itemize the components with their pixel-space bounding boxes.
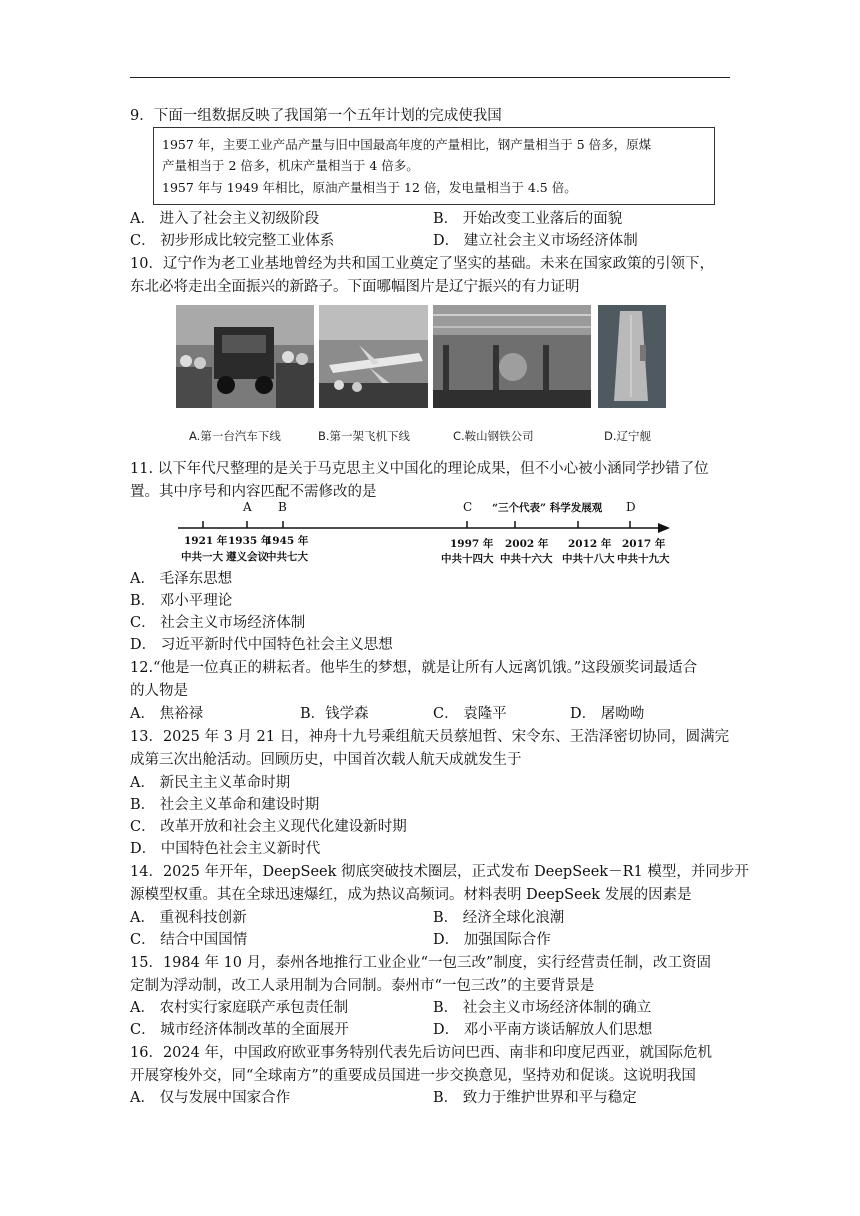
q13-option-b[interactable]: B． 社会主义革命和建设时期 xyxy=(130,797,320,813)
q9-option-d[interactable]: D． 建立社会主义市场经济体制 xyxy=(433,233,638,249)
q12-option-d[interactable]: D． 屠呦呦 xyxy=(570,706,645,722)
timeline-label-theories: “三个代表” 科学发展观 xyxy=(492,502,603,514)
q11-option-c[interactable]: C． 社会主义市场经济体制 xyxy=(130,615,306,631)
q14-option-a[interactable]: A． 重视科技创新 xyxy=(130,910,247,926)
caption-b: B.第一架飞机下线 xyxy=(318,429,411,443)
q13-option-d[interactable]: D． 中国特色社会主义新时代 xyxy=(130,841,321,857)
q9-option-c[interactable]: C． 初步形成比较完整工业体系 xyxy=(130,233,335,249)
timeline-year: 1945 年 xyxy=(265,535,309,547)
timeline-event: 中共七大 xyxy=(266,551,308,563)
q16-option-b[interactable]: B． 致力于维护世界和平与稳定 xyxy=(433,1090,637,1106)
photo-first-car xyxy=(176,305,314,408)
q9-box-line: 产量相当于 2 倍多，机床产量相当于 4 倍多。 xyxy=(162,158,419,173)
header-rule xyxy=(130,77,730,78)
timeline-event: 中共十八大 xyxy=(562,553,615,565)
photo-anshan-steel xyxy=(433,305,591,408)
q12-option-b[interactable]: B．钱学森 xyxy=(300,706,369,722)
timeline-year: 2017 年 xyxy=(622,538,666,550)
q16-option-a[interactable]: A． 仅与发展中国家合作 xyxy=(130,1090,291,1106)
q9-option-a[interactable]: A． 进入了社会主义初级阶段 xyxy=(130,211,320,227)
q13-option-a[interactable]: A． 新民主主义革命时期 xyxy=(130,775,291,791)
timeline-letter-c: C xyxy=(463,500,473,514)
timeline-year: 1997 年 xyxy=(450,538,494,550)
q10-stem-line: 东北必将走出全面振兴的新路子。下面哪幅图片是辽宁振兴的有力证明 xyxy=(130,279,580,295)
timeline-event: 中共十九大 xyxy=(617,553,670,565)
q15-option-a[interactable]: A． 农村实行家庭联产承包责任制 xyxy=(130,1000,349,1016)
timeline-year: 2002 年 xyxy=(505,538,549,550)
q12-stem-line: 12.“他是一位真正的耕耘者。他毕生的梦想，就是让所有人远离饥饿。”这段颁奖词最适合 xyxy=(130,660,698,676)
timeline-letter-d: D xyxy=(626,500,636,514)
timeline-letter-a: A xyxy=(243,500,252,514)
q14-stem-line: 14．2025 年开年，DeepSeek 彻底突破技术圈层，正式发布 DeepSeek－R1 模型，并同步开 xyxy=(130,864,749,880)
q12-option-a[interactable]: A． 焦裕禄 xyxy=(130,706,204,722)
timeline-event: 中共一大 xyxy=(181,551,223,563)
caption-d: D.辽宁舰 xyxy=(604,429,652,443)
q16-stem-line: 开展穿梭外交，同“全球南方”的重要成员国进一步交换意见，坚持劝和促谈。这说明我国 xyxy=(130,1068,696,1084)
q12-stem-line: 的人物是 xyxy=(130,683,188,699)
timeline-year: 1921 年 xyxy=(184,535,228,547)
timeline-event: 遵义会议 xyxy=(226,551,268,563)
q11-option-b[interactable]: B． 邓小平理论 xyxy=(130,593,233,609)
q12-option-c[interactable]: C． 袁隆平 xyxy=(433,706,507,722)
timeline-year: 2012 年 xyxy=(568,538,612,550)
q15-option-c[interactable]: C． 城市经济体制改革的全面展开 xyxy=(130,1022,349,1038)
timeline-year: 1935 年 xyxy=(228,535,272,547)
q10-stem-line: 10．辽宁作为老工业基地曾经为共和国工业奠定了坚实的基础。未来在国家政策的引领下， xyxy=(130,256,714,272)
q11-stem-line: 11. 以下年代尺整理的是关于马克思主义中国化的理论成果，但不小心被小涵同学抄错了位 xyxy=(130,461,709,477)
q13-stem-line: 成第三次出舱活动。回顾历史，中国首次载人航天成就发生于 xyxy=(130,752,522,768)
caption-a: A.第一台汽车下线 xyxy=(189,429,281,443)
photo-liaoning-carrier xyxy=(598,305,666,408)
q11-option-a[interactable]: A． 毛泽东思想 xyxy=(130,571,233,587)
q16-stem-line: 16．2024 年，中国政府欧亚事务特别代表先后访问巴西、南非和印度尼西亚，就国际危机 xyxy=(130,1045,712,1061)
q14-option-d[interactable]: D． 加强国际合作 xyxy=(433,932,551,948)
q9-option-b[interactable]: B． 开始改变工业落后的面貌 xyxy=(433,211,623,227)
q9-box-line: 1957 年与 1949 年相比，原油产量相当于 12 倍，发电量相当于 4.5 倍。 xyxy=(162,180,577,195)
q9-data-box xyxy=(153,127,715,205)
q13-stem-line: 13．2025 年 3 月 21 日，神舟十九号乘组航天员蔡旭哲、宋令东、王浩泽密切协同，圆满完 xyxy=(130,729,730,745)
q11-stem-line: 置。其中序号和内容匹配不需修改的是 xyxy=(130,484,377,500)
q14-option-b[interactable]: B． 经济全球化浪潮 xyxy=(433,910,565,926)
timeline-event: 中共十六大 xyxy=(500,553,553,565)
timeline-letter-b: B xyxy=(278,500,287,514)
q14-stem-line: 源模型权重。其在全球迅速爆红，成为热议高频词。材料表明 DeepSeek 发展的因素是 xyxy=(130,887,692,903)
q13-option-c[interactable]: C． 改革开放和社会主义现代化建设新时期 xyxy=(130,819,407,835)
q15-stem-line: 15．1984 年 10 月，泰州各地推行工业企业“一包三改”制度，实行经营责任制，改工资固 xyxy=(130,955,711,971)
caption-c: C.鞍山钢铁公司 xyxy=(453,429,534,443)
q15-option-b[interactable]: B． 社会主义市场经济体制的确立 xyxy=(433,1000,652,1016)
q9-stem: 9．下面一组数据反映了我国第一个五年计划的完成使我国 xyxy=(130,108,502,124)
q15-option-d[interactable]: D． 邓小平南方谈话解放人们思想 xyxy=(433,1022,653,1038)
photo-first-plane xyxy=(319,305,428,408)
q9-box-line: 1957 年，主要工业产品产量与旧中国最高年度的产量相比，钢产量相当于 5 倍多，原煤 xyxy=(162,137,652,152)
timeline-event: 中共十四大 xyxy=(441,553,494,565)
q14-option-c[interactable]: C． 结合中国国情 xyxy=(130,932,248,948)
q11-option-d[interactable]: D． 习近平新时代中国特色社会主义思想 xyxy=(130,637,393,653)
q15-stem-line: 定制为浮动制，改工人录用制为合同制。泰州市“一包三改”的主要背景是 xyxy=(130,978,595,994)
